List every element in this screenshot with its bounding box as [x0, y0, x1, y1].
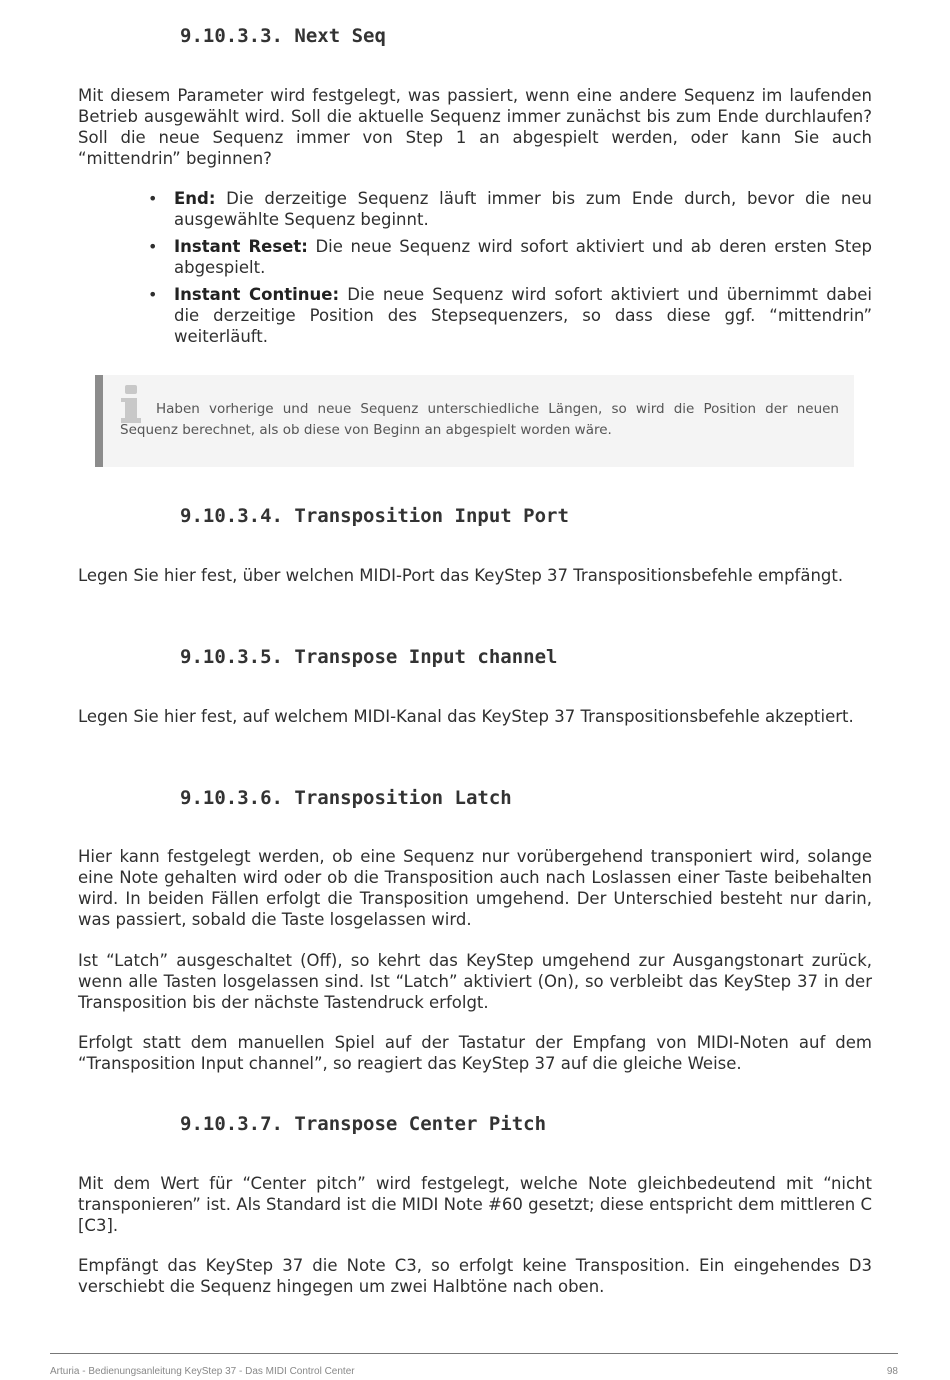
list-item: • End: Die derzeitige Sequenz läuft immer bis zum Ende durch, bevor die neu ausgewählte Sequenz beginnt. [148, 189, 872, 229]
transpose-input-channel-text: Legen Sie hier fest, auf welchem MIDI-Kanal das KeyStep 37 Transpositionsbefehle akzeptiert. [78, 707, 854, 726]
transposition-latch-paragraph-2: Ist “Latch” ausgeschaltet (Off), so kehrt das KeyStep umgehend zur Ausgangstonart zurück, wenn alle Tasten losgelassen sind. Ist “Latch” aktiviert (On), so verbleibt das KeyStep 37 in der Transposition bis der nächste Tastendruck erfolgt. [78, 951, 872, 1012]
transpose-center-pitch-paragraph-1: Mit dem Wert für “Center pitch” wird festgelegt, welche Note gleichbedeutend mit “nicht transponieren” ist. Als Standard ist die MIDI Note #60 gesetzt; diese entspricht dem mittleren C [C3]. [78, 1174, 872, 1235]
section-heading-transposition-latch: 9.10.3.6. Transposition Latch [180, 787, 512, 809]
next-seq-intro: Mit diesem Parameter wird festgelegt, was passiert, wenn eine andere Sequenz im laufenden Betrieb ausgewählt wird. Soll die aktuelle Sequenz immer zunächst bis zum Ende durchlaufen? Soll die neue Sequenz immer von Step 1 an abgespielt werden, oder kann Sie auch “mittendrin” beginnen? [78, 86, 872, 168]
list-item: • Instant Continue: Die neue Sequenz wird sofort aktiviert und übernimmt dabei die derzeitige Position des Stepsequenzers, so dass diese ggf. “mittendrin” weiterläuft. [148, 285, 873, 346]
section-heading-transposition-input-port: 9.10.3.4. Transposition Input Port [180, 505, 569, 527]
next-seq-options-list [148, 188, 873, 353]
transposition-input-port-text: Legen Sie hier fest, über welchen MIDI-Port das KeyStep 37 Transpositionsbefehle empfängt. [78, 566, 844, 585]
list-item: • Instant Reset: Die neue Sequenz wird sofort aktiviert und ab deren ersten Step abgespielt. [148, 237, 872, 277]
section-heading-transpose-input-channel: 9.10.3.5. Transpose Input channel [180, 646, 558, 668]
option-description: Die derzeitige Sequenz läuft immer bis zum Ende durch, bevor die neu ausgewählte Sequenz beginnt. [174, 189, 872, 229]
section-heading-next-seq: 9.10.3.3. Next Seq [180, 25, 386, 47]
footer-document-title: Arturia - Bedienungsanleitung KeyStep 37 - Das MIDI Control Center [50, 1366, 355, 1377]
option-description: Die neue Sequenz wird sofort aktiviert und übernimmt dabei die derzeitige Position des Stepsequenzers, so dass diese ggf. “mittendrin” weiterläuft. [174, 285, 873, 346]
footer-divider [50, 1353, 898, 1354]
section-heading-transpose-center-pitch: 9.10.3.7. Transpose Center Pitch [180, 1113, 547, 1135]
option-term: End: [174, 189, 216, 208]
transposition-latch-paragraph-1: Hier kann festgelegt werden, ob eine Sequenz nur vorübergehend transponiert wird, solange eine Note gehalten wird oder ob die Transposition auch nach Loslassen einer Taste beibehalten wird. In beiden Fällen erfolgt die Transposition umgehend. Der Unterschied besteht nur darin, was passiert, sobald die Taste losgelassen wird. [78, 847, 872, 929]
option-term: Instant Reset: [174, 237, 308, 256]
option-description: Die neue Sequenz wird sofort aktiviert und ab deren ersten Step abgespielt. [174, 237, 872, 277]
info-note-box [95, 375, 854, 467]
footer-page-number: 98 [886, 1366, 898, 1377]
info-note-text: Haben vorherige und neue Sequenz unterschiedliche Längen, so wird die Position der neuen Sequenz berechnet, als ob diese von Beginn an abgespielt worden wäre. [120, 401, 839, 438]
option-term: Instant Continue: [174, 285, 340, 304]
transposition-latch-paragraph-3: Erfolgt statt dem manuellen Spiel auf der Tastatur der Empfang von MIDI-Noten auf dem “Transposition Input channel”, so reagiert das KeyStep 37 auf die gleiche Weise. [78, 1033, 872, 1073]
transpose-center-pitch-paragraph-2: Empfängt das KeyStep 37 die Note C3, so erfolgt keine Transposition. Ein eingehendes D3 verschiebt die Sequenz hingegen um zwei Halbtöne nach oben. [78, 1256, 872, 1296]
